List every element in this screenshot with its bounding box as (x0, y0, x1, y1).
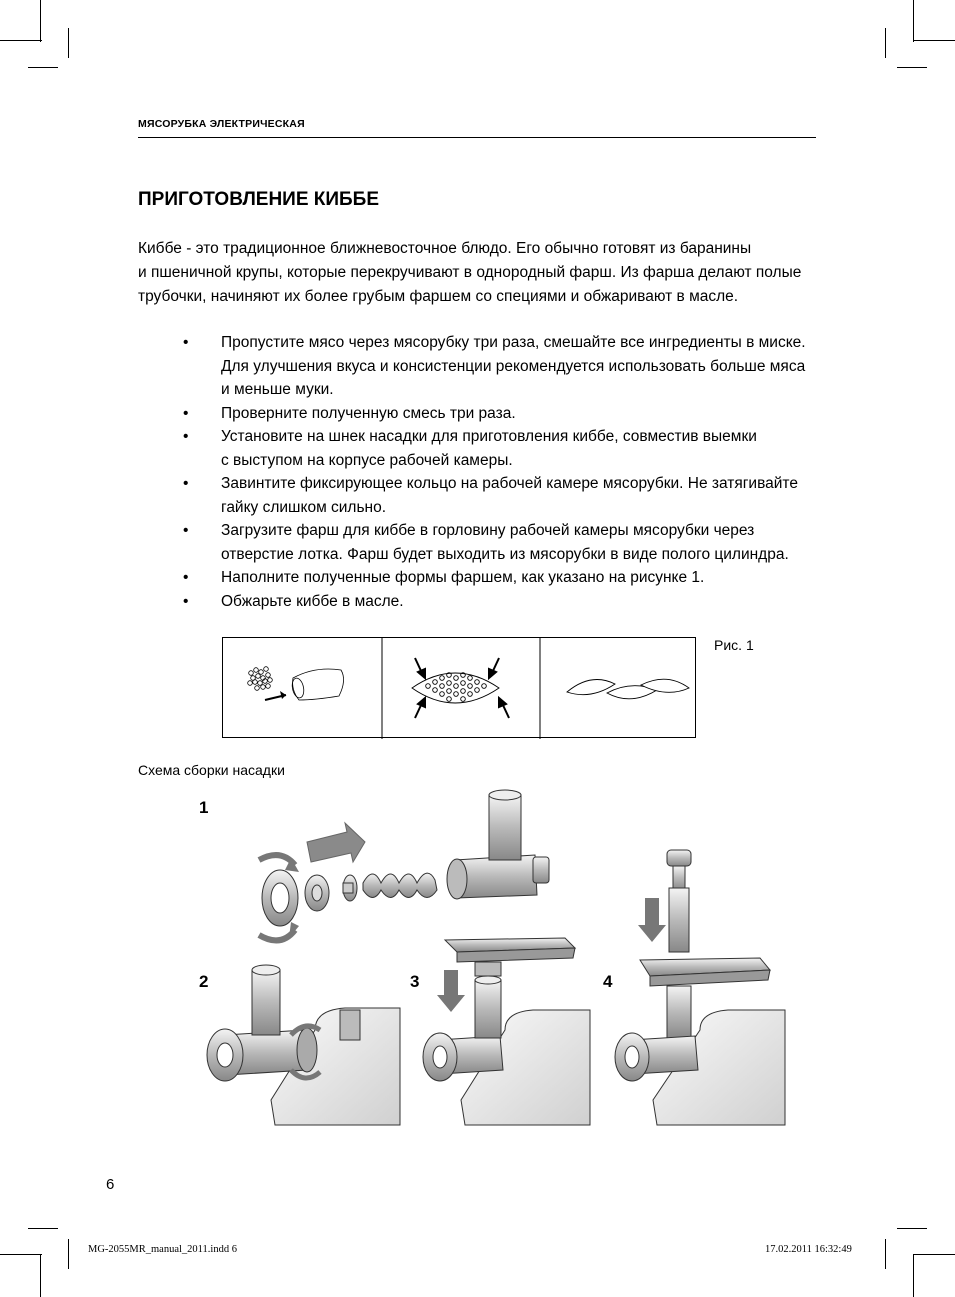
steps-list (180, 331, 820, 613)
bullet: • (183, 404, 189, 422)
assembly-caption: Схема сборки насадки (138, 762, 285, 778)
running-header: МЯСОРУБКА ЭЛЕКТРИЧЕСКАЯ (138, 118, 305, 130)
step-number-2: 2 (199, 972, 209, 991)
step-line: Установите на шнек насадки для приготовления киббе, совместив выемки (221, 428, 757, 445)
machine-step3 (423, 938, 590, 1125)
bullet: • (183, 475, 189, 492)
intro-line: Киббе - это традиционное ближневосточное блюдо. Его обычно готовят из баранины (138, 240, 752, 257)
step-line: Проверните полученную смесь три раза. (221, 404, 516, 422)
step-number-4: 4 (603, 972, 613, 991)
bullet: • (183, 334, 189, 351)
header-rule (138, 137, 816, 138)
machine-step4 (615, 850, 785, 1125)
list-item (180, 402, 820, 426)
list-item (180, 425, 820, 472)
step-line: гайку слишком сильно. (221, 498, 387, 516)
assembly-diagram (195, 780, 795, 1130)
step-number-3: 3 (410, 972, 420, 991)
page-number: 6 (106, 1176, 115, 1193)
step-line: и меньше муки. (221, 381, 334, 398)
list-item (180, 566, 820, 590)
bullet: • (183, 522, 189, 539)
exploded-parts (259, 790, 549, 940)
step-line: с выступом на корпусе рабочей камеры. (221, 451, 513, 469)
kibbe-figure (222, 637, 696, 738)
step-line: Наполните полученные формы фаршем, как указано на рисунке 1. (221, 569, 705, 586)
intro-paragraph (138, 237, 828, 309)
list-item (180, 590, 820, 614)
intro-line: трубочки, начиняют их более грубым фаршем со специями и обжаривают в масле. (138, 288, 739, 305)
step-line: Загрузите фарш для киббе в горловину рабочей камеры мясорубки через (221, 522, 755, 539)
print-timestamp: 17.02.2011 16:32:49 (765, 1244, 852, 1255)
list-item (180, 331, 820, 402)
list-item (180, 472, 820, 519)
file-slug: MG-2055MR_manual_2011.indd 6 (88, 1244, 237, 1255)
step-line: Для улучшения вкуса и консистенции рекомендуется использовать больше мяса (221, 357, 806, 375)
figure-caption: Рис. 1 (714, 637, 754, 653)
machine-step2 (207, 965, 400, 1125)
step-line: Обжарьте киббе в масле. (221, 592, 404, 610)
step-line: Завинтите фиксирующее кольцо на рабочей камере мясорубки. Не затягивайте (221, 475, 798, 492)
step-line: отверстие лотка. Фарш будет выходить из мясорубки в виде полого цилиндра. (221, 545, 789, 563)
step-number-1: 1 (199, 798, 209, 817)
bullet: • (183, 592, 189, 610)
kibbe-illustration (223, 638, 697, 739)
bullet: • (183, 428, 189, 445)
bullet: • (183, 569, 189, 586)
intro-line: и пшеничной крупы, которые перекручивают в однородный фарш. Из фарша делают полые (138, 264, 802, 281)
section-title: ПРИГОТОВЛЕНИЕ КИББЕ (138, 189, 380, 210)
list-item (180, 519, 820, 566)
step-line: Пропустите мясо через мясорубку три раза, смешайте все ингредиенты в миске. (221, 334, 806, 351)
